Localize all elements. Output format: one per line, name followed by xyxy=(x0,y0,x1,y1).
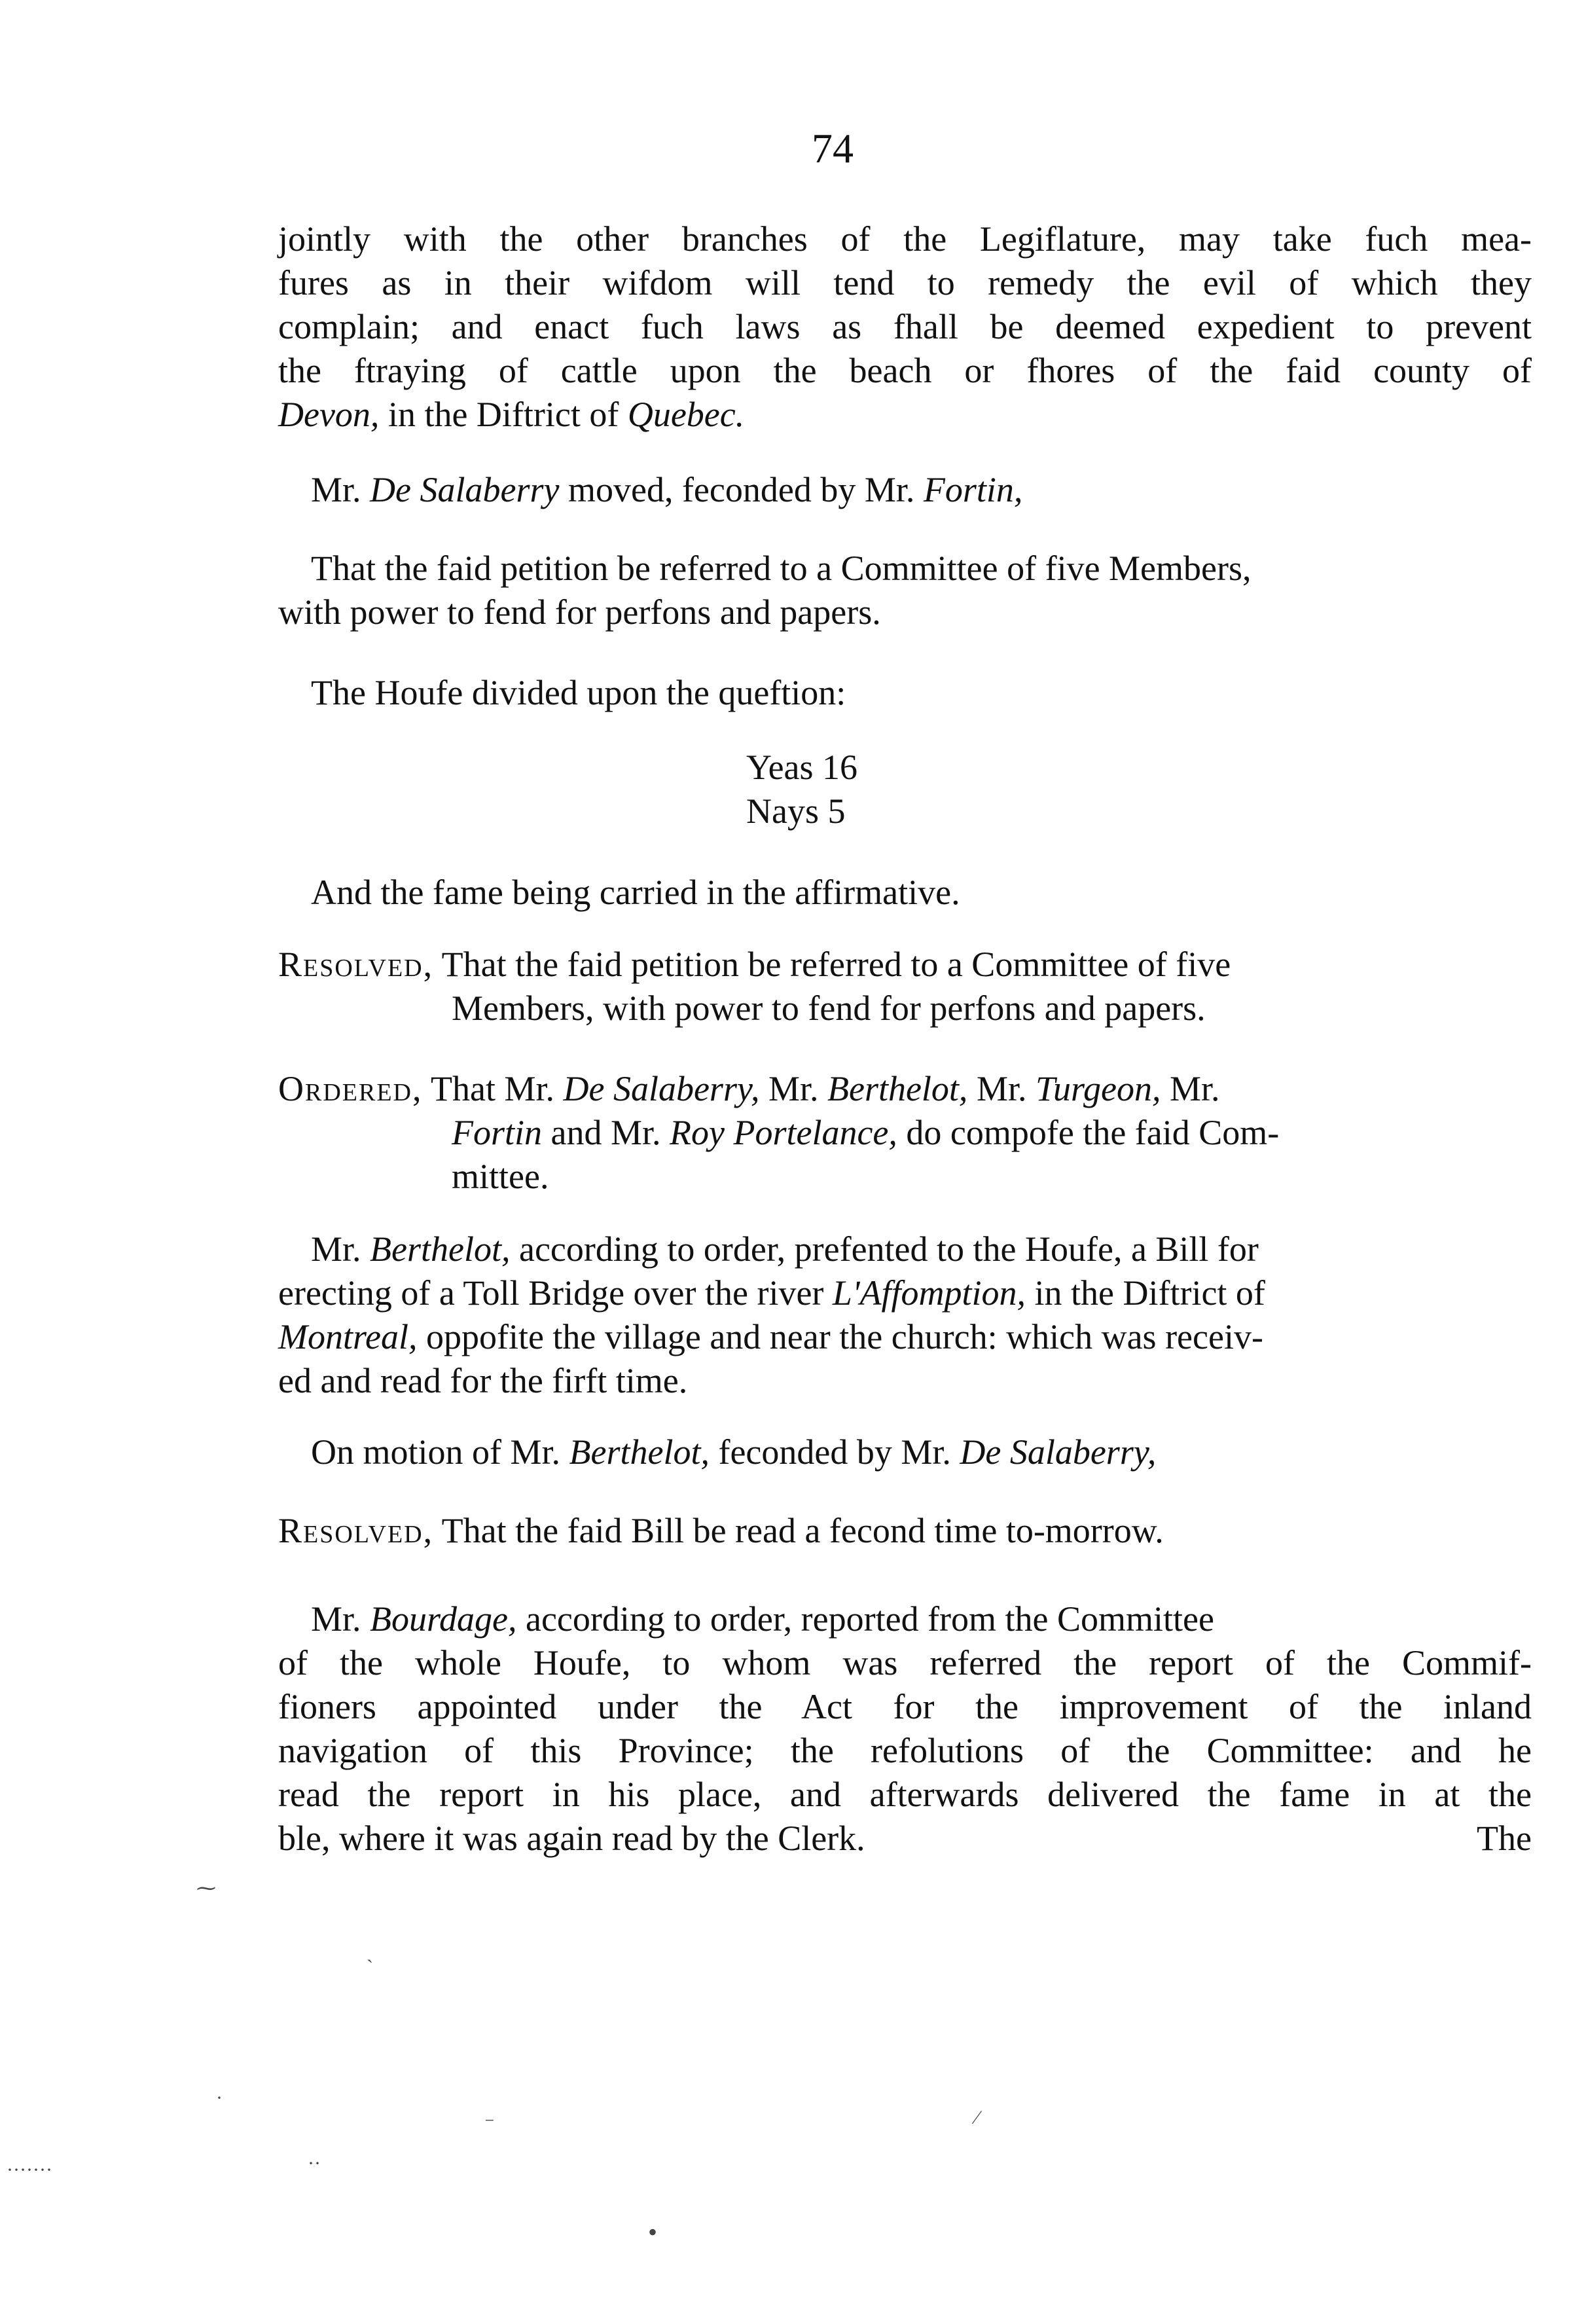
member-name: Bourdage, xyxy=(370,1599,517,1639)
text-line xyxy=(278,1315,1532,1359)
text-line: fioners appointed under the Act for the improvement of the inland xyxy=(278,1687,1532,1726)
member-name: De Salaberry, xyxy=(563,1069,760,1108)
place-name: Montreal, xyxy=(278,1317,418,1356)
text-line xyxy=(278,1111,1532,1155)
text-fragment: Mr. xyxy=(759,1069,827,1108)
text-fragment: That the faid Bill be read a fecond time to-morrow. xyxy=(433,1511,1164,1550)
paragraph-committee-report xyxy=(278,1597,1532,1861)
paragraph-bill-presented xyxy=(278,1227,1532,1403)
text-fragment: ble, where it was again read by the Clerk. xyxy=(278,1819,865,1858)
ordered-label: Ordered, xyxy=(278,1069,423,1108)
text-line: mittee. xyxy=(452,1157,549,1196)
member-name: Fortin, xyxy=(923,470,1023,509)
paragraph-motion-second xyxy=(278,1430,1532,1474)
text-line xyxy=(278,1227,1532,1271)
paragraph-resolved-committee xyxy=(278,943,1532,1030)
member-name: Berthelot, xyxy=(827,1069,968,1108)
text-fragment: erecting of a Toll Bridge over the river xyxy=(278,1273,833,1313)
text-fragment: Mr. xyxy=(311,1599,370,1639)
text-line: The Houfe divided upon the queftion: xyxy=(311,673,846,712)
member-name: De Salaberry, xyxy=(960,1432,1157,1472)
scan-speck: ⁄ xyxy=(975,2107,979,2128)
text-fragment: according to order, reported from the Committee xyxy=(516,1599,1214,1639)
text-fragment: moved, feconded by Mr. xyxy=(559,470,924,509)
text-line: with power to fend for perfons and papers. xyxy=(278,592,881,632)
member-name: Berthelot, xyxy=(370,1229,511,1269)
scan-speck: ······· xyxy=(7,2159,52,2181)
text-line xyxy=(278,468,1532,512)
text-line: navigation of this Province; the refolutions of the Committee: and he xyxy=(278,1731,1532,1770)
text-fragment: according to order, prefented to the Houfe, a Bill for xyxy=(510,1229,1259,1269)
paragraph-carried xyxy=(278,871,1532,915)
text-fragment: in the Diftrict of xyxy=(379,395,628,434)
text-line: fures as in their wifdom will tend to remedy the evil of which they xyxy=(278,263,1532,302)
text-line: And the fame being carried in the affirmative. xyxy=(311,873,960,912)
text-line: of the whole Houfe, to whom was referred the report of the Commif- xyxy=(278,1643,1532,1682)
text-line xyxy=(278,1430,1532,1474)
member-name: Berthelot, xyxy=(569,1432,710,1472)
text-fragment: do compofe the faid Com- xyxy=(897,1113,1280,1152)
text-fragment: On motion of Mr. xyxy=(311,1432,569,1472)
place-name: Quebec. xyxy=(627,395,745,434)
page-number: 74 xyxy=(812,125,854,172)
text-line xyxy=(278,1067,1532,1111)
paragraph-division xyxy=(278,671,1532,715)
member-name: Roy Portelance, xyxy=(670,1113,897,1152)
text-fragment: feconded by Mr. xyxy=(709,1432,960,1472)
paragraph-motion-text xyxy=(278,547,1532,634)
text-line: That the faid petition be referred to a Committee of five Members, xyxy=(311,549,1252,588)
text-fragment: and Mr. xyxy=(542,1113,670,1152)
text-line xyxy=(278,1817,1532,1861)
scan-speck: • xyxy=(648,2217,658,2247)
text-line xyxy=(278,1509,1532,1553)
text-line: read the report in his place, and afterwards delivered the fame in at the xyxy=(278,1775,1532,1814)
place-name: L'Affomption, xyxy=(832,1273,1026,1313)
text-line xyxy=(278,943,1532,987)
scan-speck: ⁓ xyxy=(196,1878,216,1899)
text-fragment: oppofite the village and near the church: which was receiv- xyxy=(417,1317,1263,1356)
text-fragment: Mr. xyxy=(311,470,370,509)
scan-speck: ⁻ xyxy=(484,2113,495,2135)
vote-nays: Nays 5 xyxy=(746,791,846,831)
vote-yeas: Yeas 16 xyxy=(746,748,858,787)
text-line: jointly with the other branches of the Legiflature, may take fuch mea- xyxy=(278,219,1532,259)
text-fragment: Mr. xyxy=(311,1229,370,1269)
text-line: Members, with power to fend for perfons and papers. xyxy=(452,989,1206,1028)
scan-speck: ·· xyxy=(308,2152,321,2174)
text-line xyxy=(278,393,1532,437)
text-fragment: Mr. xyxy=(1161,1069,1220,1108)
text-fragment: in the Diftrict of xyxy=(1026,1273,1265,1313)
scan-speck: · xyxy=(216,2087,223,2109)
paragraph-petition-end xyxy=(278,217,1532,437)
paragraph-motion xyxy=(278,468,1532,512)
text-line xyxy=(278,1597,1532,1641)
paragraph-resolved-bill xyxy=(278,1509,1532,1553)
text-fragment: Mr. xyxy=(967,1069,1036,1108)
paragraph-ordered-committee xyxy=(278,1067,1532,1199)
resolved-label: Resolved, xyxy=(278,1511,434,1550)
text-line: the ftraying of cattle upon the beach or fhores of the faid county of xyxy=(278,351,1532,390)
text-line: ed and read for the firft time. xyxy=(278,1361,688,1400)
catchword: The xyxy=(1477,1819,1532,1858)
member-name: De Salaberry xyxy=(370,470,560,509)
text-fragment: That Mr. xyxy=(422,1069,564,1108)
place-name: Devon, xyxy=(278,395,380,434)
scan-speck: ˋ xyxy=(367,1956,373,1978)
member-name: Fortin xyxy=(452,1113,543,1152)
member-name: Turgeon, xyxy=(1035,1069,1161,1108)
text-line: complain; and enact fuch laws as fhall be deemed expedient to prevent xyxy=(278,307,1532,346)
text-line xyxy=(278,1271,1532,1315)
text-fragment: That the faid petition be referred to a Committee of five xyxy=(433,945,1231,984)
resolved-label: Resolved, xyxy=(278,945,434,984)
